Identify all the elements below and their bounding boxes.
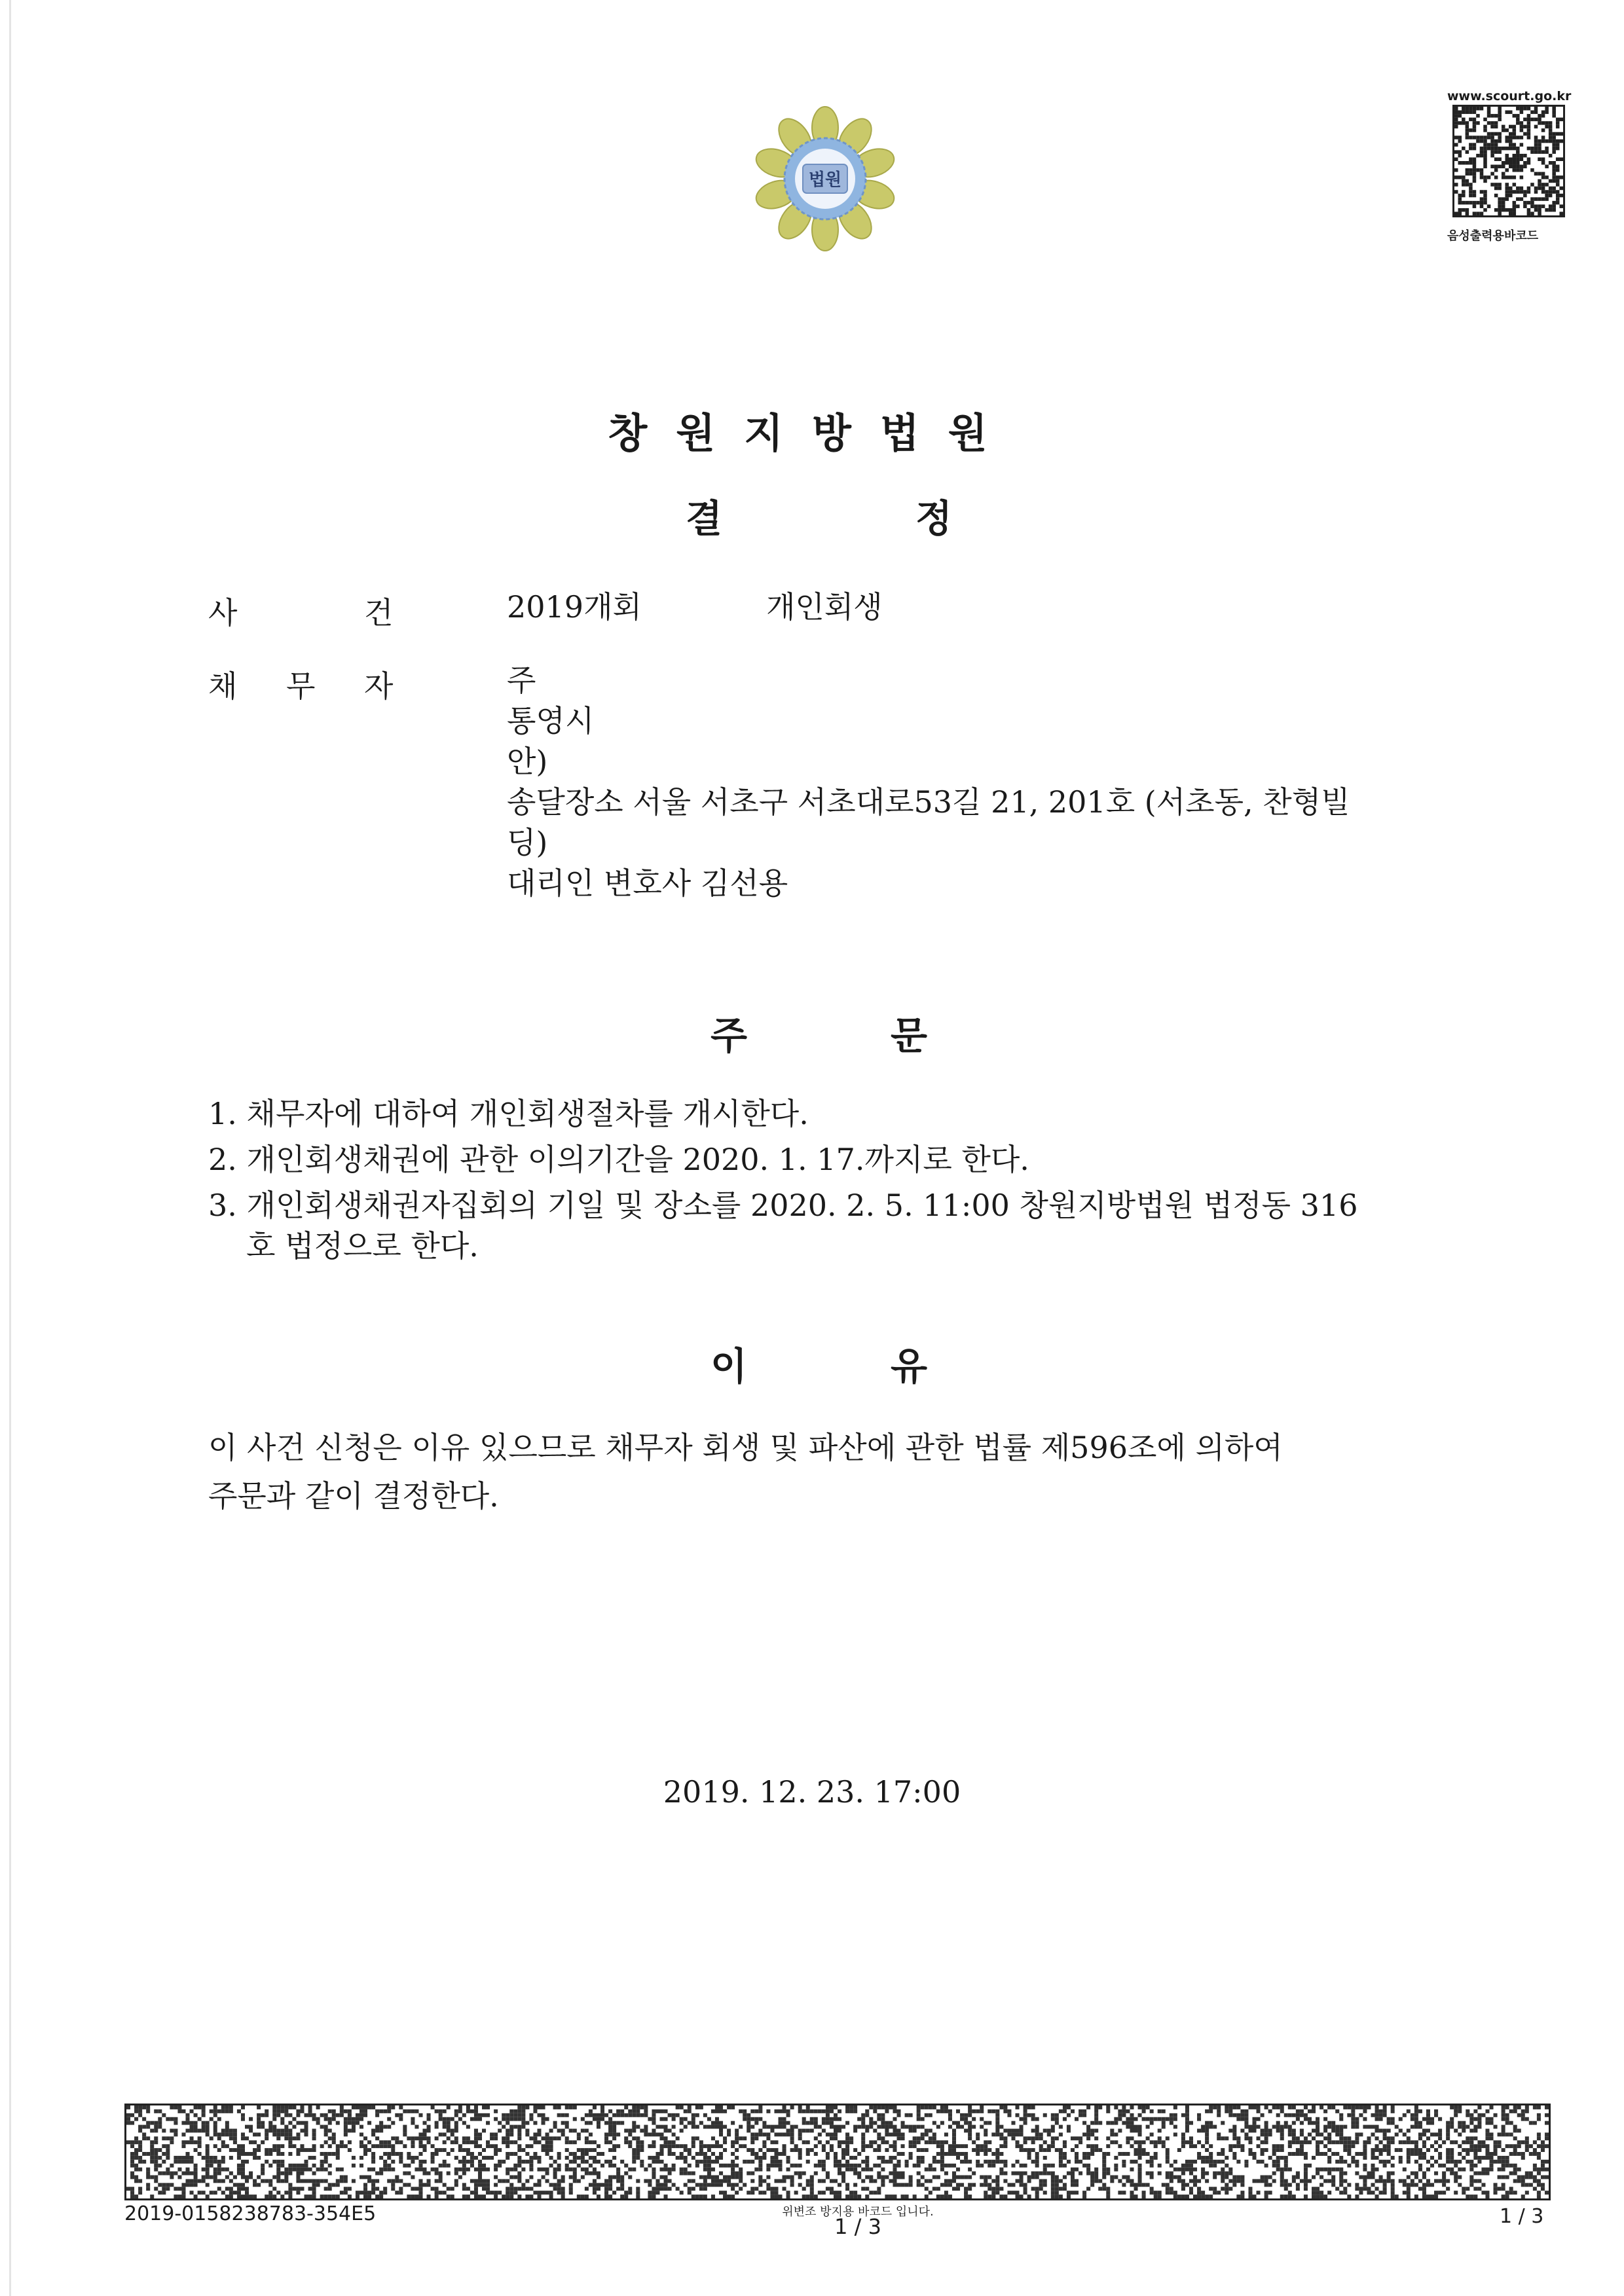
debtor-line-2: 통영시 [507,703,595,738]
qr-url: www.scourt.go.kr [1447,89,1572,103]
order-item-1: 1. 채무자에 대하여 개인회생절차를 개시한다. [208,1096,809,1131]
title-char-2: 정 [915,496,953,541]
court-name: 창원지방법원 [608,409,1016,457]
order-item-2: 2. 개인회생채권에 관한 이의기간을 2020. 1. 17.까지로 한다. [208,1142,1029,1177]
debtor-address-continuation: 딩) [507,825,548,860]
title-char-1: 결 [686,496,723,541]
page-number: 1 / 3 [1500,2205,1544,2228]
order-list [208,1093,1357,1266]
debtor-line-3: 안) [507,744,548,779]
debtor-label-char-1: 채 [208,668,238,704]
debtor-label-char-3: 자 [364,668,394,704]
order-heading-char-1: 주 [710,1013,748,1058]
document-id: 2019-0158238783-354E5 [124,2202,377,2225]
order-item-3: 3. 개인회생채권자집회의 기일 및 장소를 2020. 2. 5. 11:00 창원지방법원 법정동 316 [208,1188,1358,1223]
case-type: 개인회생 [766,589,883,625]
decision-datetime: 2019. 12. 23. 17:00 [663,1774,961,1810]
emblem-label: 법원 [808,170,842,190]
reason-text [208,1423,1283,1520]
debtor-service-address: 송달장소 서울 서초구 서초대로53길 21, 201호 (서초동, 찬형빌 [507,784,1350,820]
qr-caption: 음성출력용바코드 [1447,229,1539,243]
case-number: 2019개회 [507,589,642,625]
order-item-3-continuation: 호 법정으로 한다. [246,1228,479,1264]
debtor-attorney: 대리인 변호사 김선용 [507,866,788,901]
reason-line-1: 이 사건 신청은 이유 있으므로 채무자 회생 및 파산에 관한 법률 제596조에 의하여 [208,1430,1283,1465]
case-label-char-2: 건 [364,595,394,630]
page-edge-shadow [9,0,11,2296]
case-label-char-1: 사 [208,595,238,630]
court-emblem-icon [747,101,904,259]
anti-forgery-note: 위변조 방지용 바코드 입니다. [782,2205,934,2219]
center-page-number: 1 / 3 [834,2214,881,2239]
reason-heading-char-2: 유 [891,1344,928,1389]
reason-heading-char-1: 이 [710,1344,748,1389]
order-heading-char-2: 문 [891,1013,928,1058]
debtor-details [507,660,1350,903]
debtor-label-char-2: 무 [286,668,316,704]
voice-output-qr-code [1452,105,1565,217]
debtor-line-1: 주 [507,663,536,698]
reason-line-2: 주문과 같이 결정한다. [208,1478,499,1514]
anti-forgery-barcode [124,2104,1551,2200]
